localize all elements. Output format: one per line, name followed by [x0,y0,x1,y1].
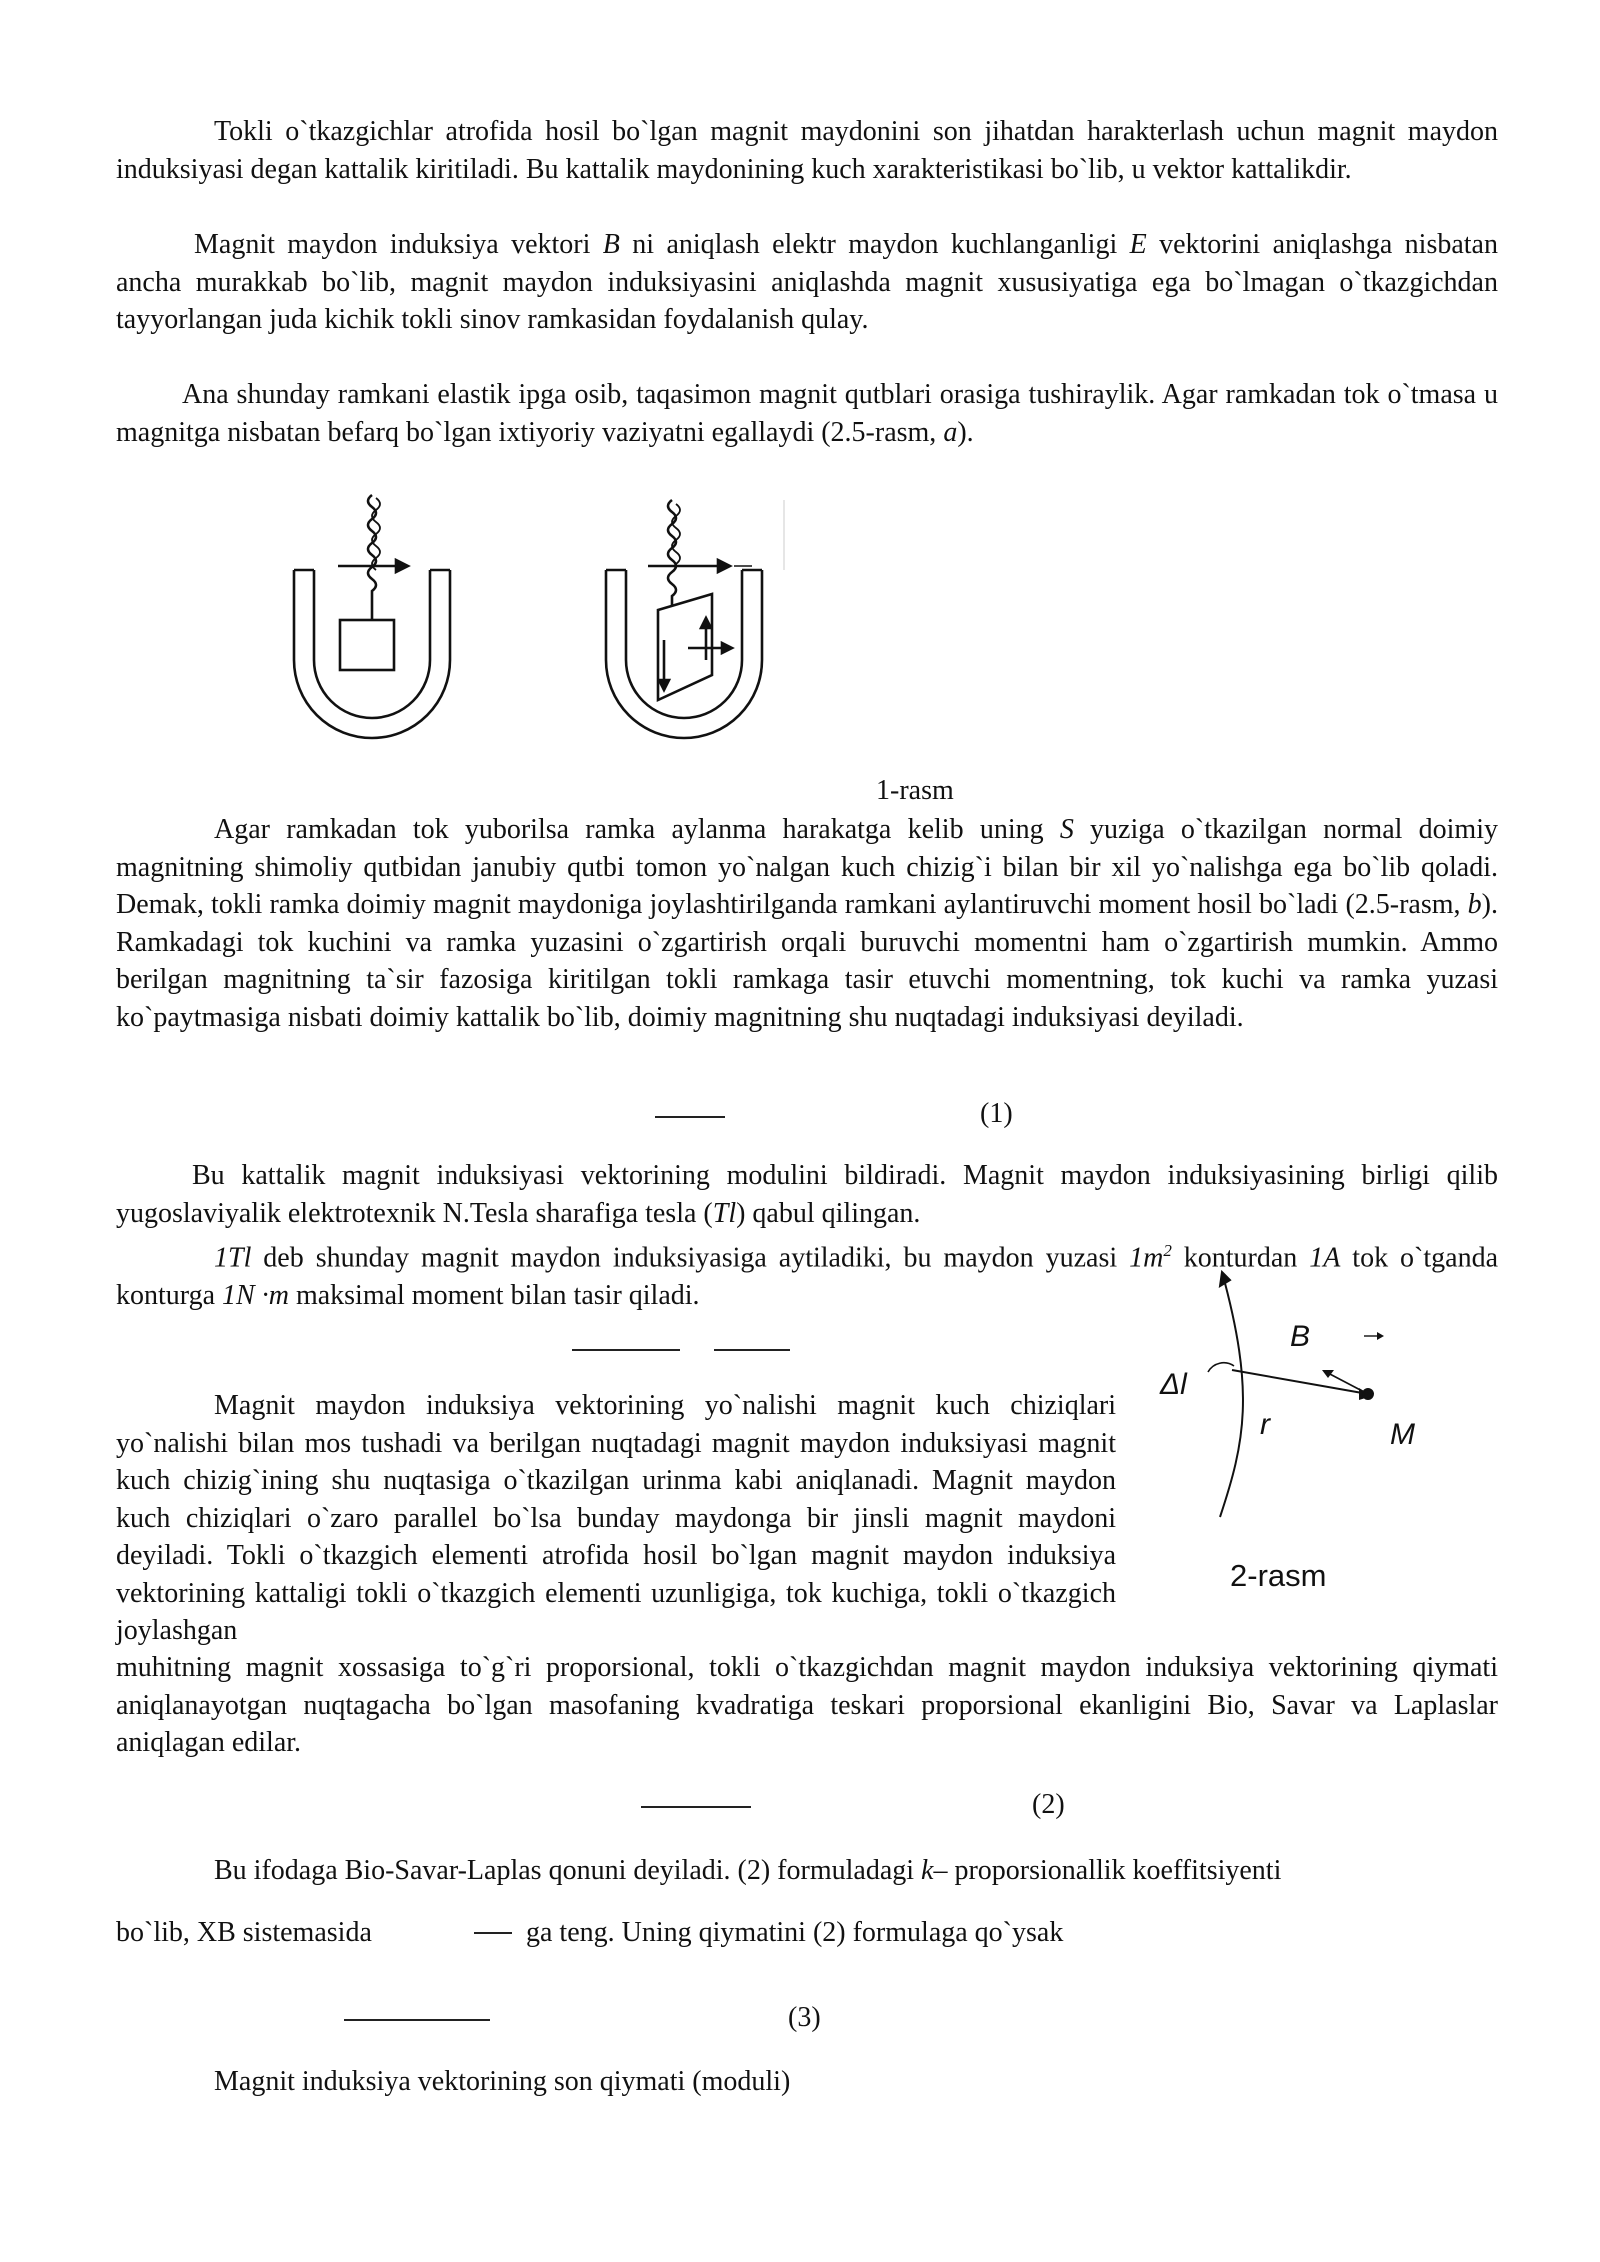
paragraph-direction-text: Magnit maydon induksiya vektorining yo`nalishi magnit kuch chiziqlari yo`nalishi bilan mos tushadi va berilgan nuqtadagi magnit maydon induksiyasi magnit kuch chizig`ining shu nuqtasiga o`tkazilgan urinma kabi aniqlanadi. Magnit maydon kuch chiziqlari o`zaro parallel bo`lsa bunday maydonga bir jinsli magnit maydoni deyiladi. Tokli o`tkazgich elementi atrofida hosil bo`lgan magnit maydon induksiya vektorining kattaligi tokli o`tkazgich elementi uzunligiga, tok kuchiga, tokli o`tkazgich joylashgan [116,1390,1116,1646]
text-run: Magnit induksiya vektorining son qiymati (moduli) [214,2066,791,2097]
text-italic: 1N ·m [222,1279,289,1311]
equation-1-number: (1) [980,1098,1013,1129]
text-run: – proporsionallik koeffitsiyenti [933,1855,1282,1886]
symbol-B: B [602,229,620,260]
text-run: ). Ramkadagi tok kuchini va ramka yuzasini o`zgartirish orqali buruvchi momentni ham o`zgartirish mumkin. Ammo berilgan magnitning ta`sir fazosiga kiritilgan tokli ramkaga tasir etuvchi momentning, tok kuchi va ramka yuzasi ko`paytmasiga nisbati doimiy kattalik bo`lib, doimiy magnitning shu nuqtadagi induksiyasi deyiladi. [116,889,1498,1033]
text-run: Magnit maydon induksiya vektori [194,229,603,260]
label-dl: Δl [1160,1368,1187,1401]
label-B: B [1290,1320,1311,1353]
text-run: konturdan [1171,1242,1310,1274]
spring-b [668,500,676,605]
text-run: Bu kattalik magnit induksiyasi vektorining modulini bildiradi. Magnit maydon induksiyasining birligi qilib yugoslaviyalik elektrotexnik N.Tesla sharafiga tesla ( [116,1160,1498,1229]
equation-1-fraction-line [655,1116,725,1118]
text-run: Ana shunday ramkani elastik ipga osib, taqasimon magnit qutblari orasiga tushiraylik. Agar ramkadan tok o`tmasa u magnitga nisbatan befarq bo`lgan ixtiyoriy vaziyatni egallaydi (2.5-rasm, [116,379,1498,448]
text-run: ni aniqlash elektr maydon kuchlanganligi [619,229,1130,260]
equation-2-fraction-line [641,1806,751,1808]
paragraph-frame [116,376,1498,451]
text-run: ) qabul qilingan. [736,1197,921,1229]
figure-2-caption: 2-rasm [1230,1558,1327,1593]
text-run: deb shunday magnit maydon induksiyasiga aytiladiki, bu maydon yuzasi [251,1242,1130,1274]
paragraph-direction-continued [116,1649,1498,1762]
symbol-k: k [921,1855,934,1886]
text-italic: b [1467,889,1482,920]
paragraph-direction [116,1387,1116,1650]
text-run: ). [957,416,974,448]
text-run: tok o`tganda konturga [116,1242,1498,1311]
equation-fraction-line-b [714,1349,790,1351]
text-run: vektorini aniqlashga nisbatan ancha murakkab bo`lib, magnit maydon induksiyasini aniqlashda magnit xususiyatiga ega bo`lmagan o`tkazgichdan tayyorlangan juda kichik tokli sinov ramkasidan foydalanish qulay. [116,229,1498,335]
paragraph-induction-vector [116,226,1498,339]
equation-fraction-line-a [572,1349,680,1351]
text-run: Bu ifodaga Bio-Savar-Laplas qonuni deyiladi. (2) formuladagi [214,1855,922,1886]
paragraph-tesla-unit [116,1157,1498,1232]
paragraph-modulus [214,2063,790,2101]
equation-3-number: (3) [788,2002,821,2033]
text-italic: a [943,416,958,448]
text-run: maksimal moment bilan tasir qiladi. [288,1279,700,1311]
label-M: M [1390,1418,1415,1451]
figure-1-caption: 1-rasm [876,775,954,806]
text-italic: 1Tl [214,1242,252,1274]
text-run: bo`lib, XB sistemasida [116,1917,372,1948]
paragraph-current-frame [116,811,1498,1036]
paragraph-k-value [116,1914,372,1952]
symbol-E: E [1129,229,1147,260]
paragraph-k-value-end [526,1914,1063,1952]
radius-line [1232,1370,1368,1394]
symbol-S: S [1059,814,1074,845]
figure-1-magnets [280,490,800,780]
text-italic: Tl [712,1197,737,1229]
paragraph-direction-continued-text: muhitning magnit xossasiga to`g`ri proporsional, tokli o`tkazgichdan magnit maydon induksiya vektorining qiymati aniqlanayotgan nuqtagacha bo`lgan masofaning kvadratiga teskari proporsional ekanligini Bio, Savar va Laplaslar aniqlagan edilar. [116,1652,1498,1758]
label-r: r [1260,1408,1270,1441]
paragraph-intro [116,113,1498,188]
equation-2-number: (2) [1032,1789,1065,1820]
paragraph-biot-savart-law [116,1852,1498,1890]
figure-2-biot-savart [1150,1262,1470,1522]
text-run: ga teng. Uning qiymatini (2) formulaga qo`ysak [526,1917,1064,1948]
text-italic: 1m [1129,1242,1164,1274]
text-run: yuziga o`tkazilgan normal doimiy magnitning shimoliy qutbidan janubiy qutbi tomon yo`nalgan kuch chizig`i bilan bir xil yo`nalishga ega bo`lib qoladi. Demak, tokli ramka doimiy magnit maydoniga joylashtirilganda ramkani aylantiruvchi moment hosil bo`ladi (2.5-rasm, [116,814,1498,920]
equation-3-fraction-line [344,2019,490,2021]
text-run: Agar ramkadan tok yuborilsa ramka aylanma harakatga kelib uning [214,814,1060,845]
magnet-b-outer [606,570,762,738]
superscript: 2 [1163,1241,1172,1260]
conductor-curve [1220,1272,1243,1517]
frame-a [340,620,394,670]
k-value-fraction-line [474,1932,512,1934]
paragraph-intro-text: Tokli o`tkazgichlar atrofida hosil bo`lgan magnit maydonini son jihatdan harakterlash uchun magnit maydon induksiyasi degan kattalik kiritiladi. Bu kattalik maydonining kuch xarakteristikasi bo`lib, u vektor kattalikdir. [116,116,1498,185]
text-italic: 1A [1309,1242,1341,1274]
